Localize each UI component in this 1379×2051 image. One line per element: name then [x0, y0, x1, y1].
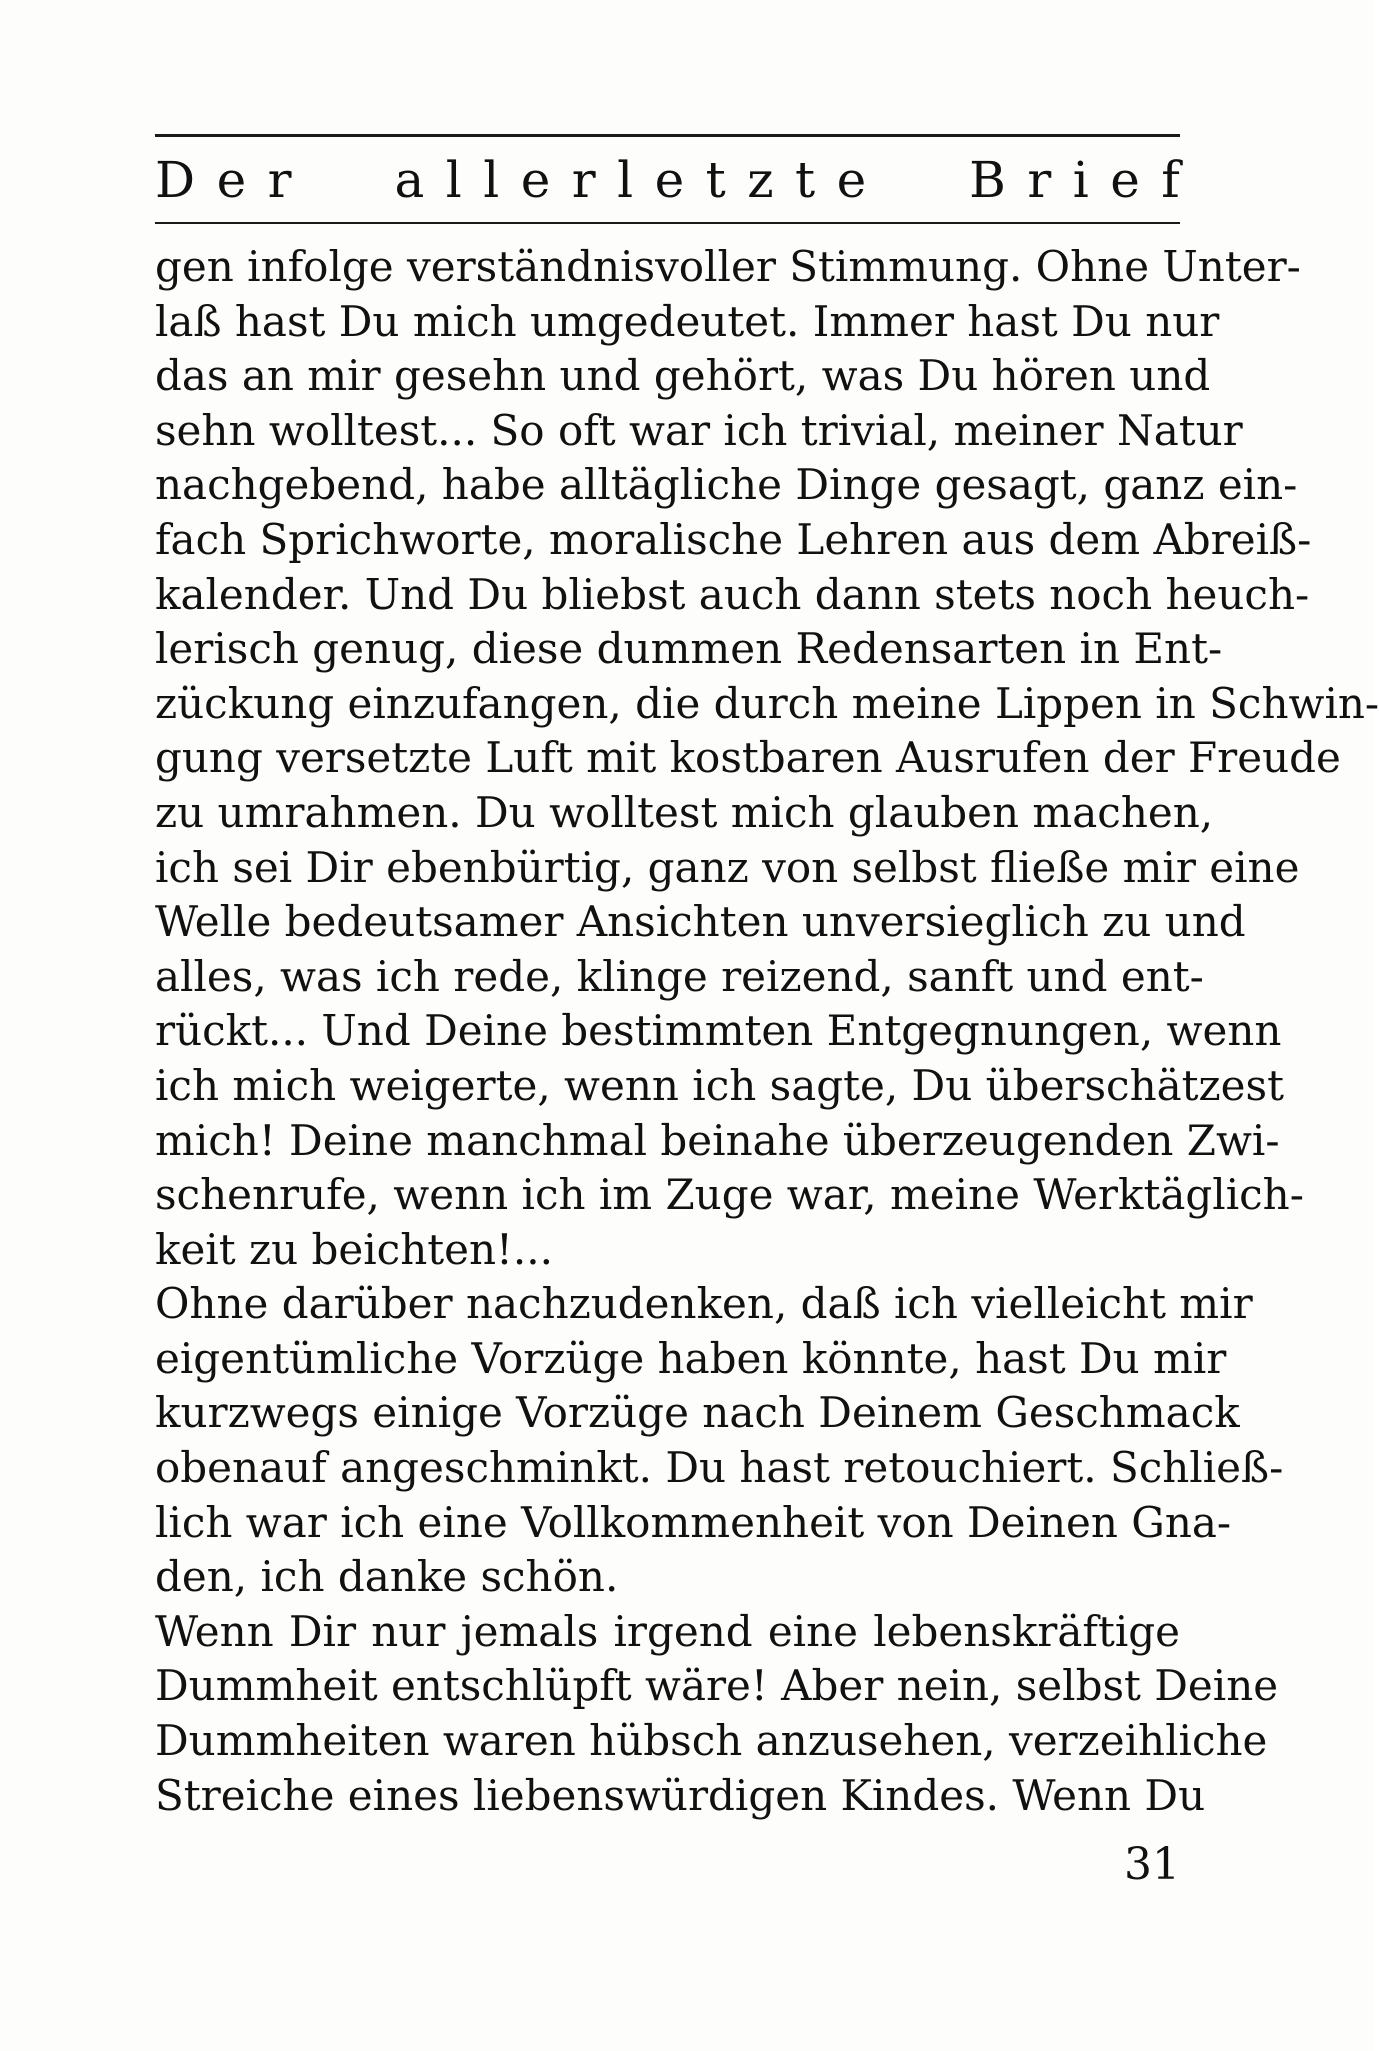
text-line: keit zu beichten!...	[155, 1224, 553, 1274]
page-number: 31	[1124, 1839, 1180, 1890]
running-head-letter: a	[394, 151, 425, 209]
text-line: Dummheit entschlüpft wäre! Aber nein, selbst Deine	[155, 1661, 1279, 1711]
text-line: eigentümliche Vorzüge haben könnte, hast Du mir	[155, 1333, 1227, 1383]
running-head-letter: e	[654, 151, 685, 209]
paragraph	[155, 1605, 1279, 1823]
text-line: Streiche eines liebenswürdigen Kindes. Wenn Du	[155, 1770, 1206, 1820]
text-line: lerisch genug, diese dummen Redensarten in Ent-	[155, 624, 1223, 674]
running-head-letter: e	[1110, 151, 1140, 209]
paragraph	[155, 240, 1379, 1277]
text-line: Welle bedeutsamer Ansichten unversieglich zu und	[155, 897, 1246, 947]
running-head-letter: D	[155, 151, 196, 209]
header-rule-bottom	[155, 222, 1180, 224]
running-head-letter: t	[705, 151, 726, 209]
text-line: nachgebend, habe alltägliche Dinge gesagt, ganz ein-	[155, 460, 1298, 510]
text-line: schenrufe, wenn ich im Zuge war, meine Werktäglich-	[155, 1170, 1304, 1220]
running-head-letter: r	[571, 151, 596, 209]
running-head-letter: l	[617, 151, 634, 209]
text-line: zückung einzufangen, die durch meine Lippen in Schwin-	[155, 678, 1379, 728]
text-line: Ohne darüber nachzudenken, daß ich vielleicht mir	[155, 1279, 1253, 1329]
text-line: ich mich weigerte, wenn ich sagte, Du überschätzest	[155, 1060, 1284, 1110]
text-line: zu umrahmen. Du wolltest mich glauben machen,	[155, 787, 1214, 837]
text-line: Wenn Dir nur jemals irgend eine lebenskräftige	[155, 1606, 1180, 1656]
running-head-letter: r	[1027, 151, 1052, 209]
running-head-letter: t	[795, 151, 816, 209]
text-line: alles, was ich rede, klinge reizend, sanft und ent-	[155, 951, 1204, 1001]
text-line: fach Sprichworte, moralische Lehren aus dem Abreiß-	[155, 514, 1312, 564]
text-line: obenauf angeschminkt. Du hast retouchiert. Schließ-	[155, 1443, 1284, 1493]
running-head-letter: i	[1072, 151, 1089, 209]
running-head-letter: z	[747, 151, 774, 209]
text-line: gen infolge verständnisvoller Stimmung. Ohne Unter-	[155, 242, 1301, 291]
text-line: ich sei Dir ebenbürtig, ganz von selbst fließe mir eine	[155, 842, 1300, 892]
text-line: mich! Deine manchmal beinahe überzeugenden Zwi-	[155, 1115, 1280, 1165]
text-line: lich war ich eine Vollkommenheit von Deinen Gna-	[155, 1497, 1232, 1547]
text-line: kalender. Und Du bliebst auch dann stets noch heuch-	[155, 569, 1310, 619]
text-line: gung versetzte Luft mit kostbaren Ausrufen der Freude	[155, 733, 1341, 783]
paragraph	[155, 1277, 1284, 1605]
text-line: kurzwegs einige Vorzüge nach Deinem Geschmack	[155, 1388, 1240, 1438]
text-line: rückt... Und Deine bestimmten Entgegnungen, wenn	[155, 1006, 1282, 1056]
running-head-letter: r	[267, 151, 292, 209]
text-line: den, ich danke schön.	[155, 1552, 619, 1602]
running-head-letter: e	[216, 151, 247, 209]
text-line: Dummheiten waren hübsch anzusehen, verzeihliche	[155, 1716, 1268, 1766]
running-head	[155, 140, 1180, 220]
body-text	[155, 240, 1379, 1823]
text-line: sehn wolltest... So oft war ich trivial, meiner Natur	[155, 405, 1243, 455]
running-head-letter: l	[445, 151, 462, 209]
running-head-letter: l	[483, 151, 500, 209]
running-head-letter: e	[520, 151, 551, 209]
text-line: laß hast Du mich umgedeutet. Immer hast Du nur	[155, 296, 1220, 346]
running-head-letter: e	[836, 151, 867, 209]
text-line: das an mir gesehn und gehört, was Du hören und	[155, 351, 1211, 401]
header-rule-top	[155, 134, 1180, 137]
running-head-letter: f	[1161, 151, 1180, 209]
running-head-letter: B	[969, 151, 1006, 209]
